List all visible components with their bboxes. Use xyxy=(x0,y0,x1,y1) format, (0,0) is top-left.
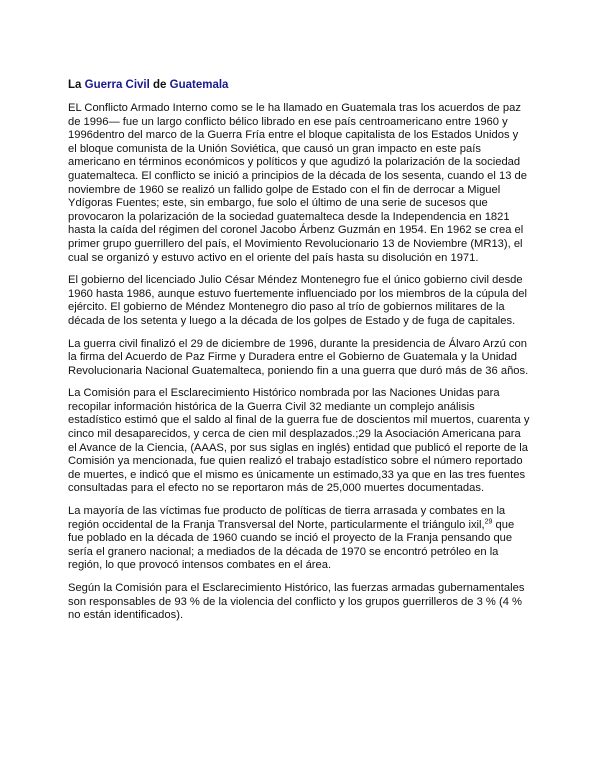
title-link-guerra-civil[interactable]: Guerra Civil xyxy=(84,79,150,91)
title-link-guatemala[interactable]: Guatemala xyxy=(169,79,229,91)
paragraph-intro: EL Conflicto Armado Interno como se le ha llamado en Guatemala tras los acuerdos de paz de 1996— fue un largo conflicto bélico librado en ese país centroamericano entre 1960 y 1996dentro del marco de la Guerra Fría entre el bloque capitalista de los Estados Unidos y el bloque comunista de la Unión Soviética, que causó un gran impacto en este país americano en términos económicos y políticos y que agudizó la polarización de la sociedad guatemalteca. El conflicto se inició a principios de la década de los sesenta, cuando el 13 de noviembre de 1960 se realizó un fallido golpe de Estado con el fin de derrocar a Miguel Ydígoras Fuentes; este, sin embargo, fue solo el último de una serie de sucesos que provocaron la polarización de la sociedad guatemalteca desde la Independencia en 1821 hasta la caída del régimen del coronel Jacobo Árbenz Guzmán en 1954. En 1962 se crea el primer grupo guerrillero del país, el Movimiento Revolucionario 13 de Noviembre (MR13), el cual se organizó y estuvo activo en el oriente del país hasta su disolución en 1971. xyxy=(68,102,527,264)
document-title xyxy=(68,78,530,92)
title-prefix: La xyxy=(68,79,85,91)
paragraph-victimas xyxy=(68,505,530,573)
paragraph-responsabilidad: Según la Comisión para el Esclarecimiento Histórico, las fuerzas armadas gubernamentales son responsables de 93 % de la violencia del conflicto y los grupos guerrilleros de 3 % (4 % no están identificados). xyxy=(68,582,525,622)
paragraph-mendez-montenegro: El gobierno del licenciado Julio César Méndez Montenegro fue el único gobierno civil desde 1960 hasta 1986, aunque estuvo fuertemente influenciado por los miembros de la cúpula del ejército. El gobierno de Méndez Montenegro dio paso al trío de gobiernos militares de la década de los setenta y luego a la década de los golpes de Estado y de fuga de capitales. xyxy=(68,274,527,327)
footnote-reference[interactable]: 29 xyxy=(484,517,493,525)
document-content xyxy=(68,78,530,632)
paragraph-end-of-war: La guerra civil finalizó el 29 de diciembre de 1996, durante la presidencia de Álvaro Arzú con la firma del Acuerdo de Paz Firme y Duradera entre el Gobierno de Guatemala y la Unidad Revolucionaria Nacional Guatemalteca, poniendo fin a una guerra que duró más de 36 años. xyxy=(68,337,529,377)
paragraph-victimas-part2: que fue poblado en la década de 1960 cuando se inció el proyecto de la Franja pensando que sería el granero nacional; a mediados de la década de 1970 se encontró petróleo en la región, lo que provocó intensos combates en el área. xyxy=(68,518,515,572)
paragraph-victimas-part1: La mayoría de las víctimas fue producto de políticas de tierra arrasada y combates en la región occidental de la Franja Transversal del Norte, particularmente el triángulo ixil, xyxy=(68,505,506,531)
title-connector: de xyxy=(149,79,170,91)
paragraph-comision-estadisticas: La Comisión para el Esclarecimiento Histórico nombrada por las Naciones Unidas para recopilar información histórica de la Guerra Civil 32 mediante un complejo análisis estadístico estimó que el saldo al final de la guerra fue de doscientos mil muertos, cuarenta y cinco mil desaparecidos, y cerca de cien mil desplazados.;29 la Asociación Americana para el Avance de la Ciencia, (AAAS, por sus siglas en inglés) entidad que publicó el reporte de la Comisión ya mencionada, fue quien realizó el trabajo estadístico sobre el número reportado de muertes, e indicó que el mismo es únicamente un estimado,33 ya que en las tres fuentes consultadas para el efecto no se reportaron más de 25,000 muertes documentadas. xyxy=(68,387,530,495)
